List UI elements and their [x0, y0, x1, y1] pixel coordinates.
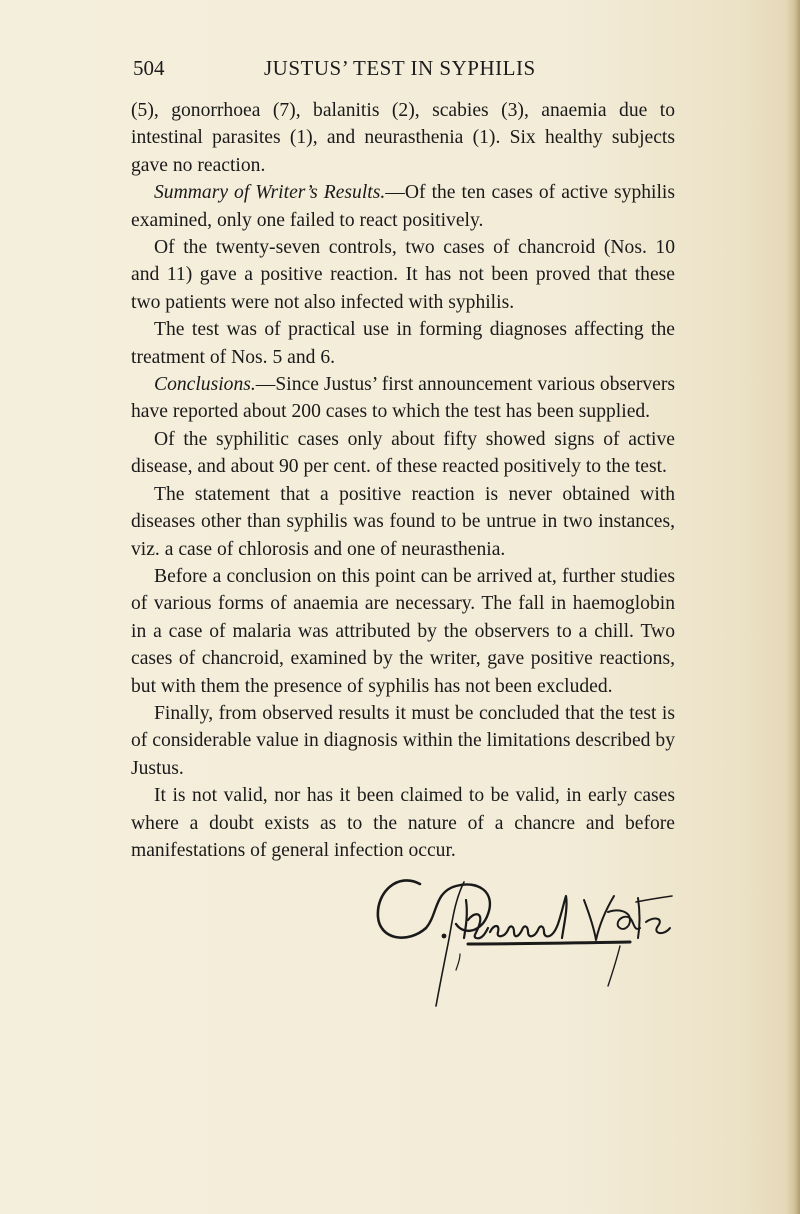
signature-drawing — [368, 862, 688, 1012]
section-heading-summary: Summary of Writer’s Results. — [154, 182, 386, 204]
paragraph: Finally, from observed results it must be concluded that the test is of considerable value in diagnosis within the limitations described by Justus. — [131, 702, 675, 779]
section-heading-conclusions: Conclusions. — [154, 374, 256, 396]
page-number: 504 — [133, 56, 165, 80]
paragraph: The statement that a positive reaction is never obtained with diseases other than syphilis was found to be untrue in two instances, viz. a case of chlorosis and one of neurasthenia. — [131, 483, 675, 560]
paragraph-conclusions — [131, 371, 675, 426]
handwritten-signature — [368, 862, 688, 1012]
paragraph: The test was of practical use in forming diagnoses affecting the treatment of Nos. 5 and 6. — [131, 319, 675, 368]
paragraph-text: —Since Justus’ first announcement various observers have reported about 200 cases to which the test has been supplied. — [131, 374, 675, 423]
paragraph-summary — [131, 179, 675, 234]
body-text — [131, 97, 675, 864]
paragraph: Of the twenty-seven controls, two cases of chancroid (Nos. 10 and 11) gave a positive reaction. It has not been proved that these two patients were not also infected with syphilis. — [131, 237, 675, 313]
running-head — [133, 56, 673, 86]
paragraph-text: —Of the ten cases of active syphilis examined, only one failed to react positively. — [131, 182, 675, 231]
paragraph: It is not valid, nor has it been claimed to be valid, in early cases where a doubt exists as to the nature of a chancre and before manifestations of general infection occur. — [131, 785, 675, 861]
page-edge-shadow — [786, 0, 800, 1214]
running-title: JUSTUS’ TEST IN SYPHILIS — [264, 56, 536, 80]
paragraph-continued: (5), gonorrhoea (7), balanitis (2), scabies (3), anaemia due to intestinal parasites (1), and neurasthenia (1). Six healthy subjects gave no reaction. — [131, 100, 675, 176]
paragraph: Before a conclusion on this point can be arrived at, further studies of various forms of anaemia are necessary. The fall in haemoglobin in a case of malaria was attributed by the observers to a chill. Two cases of chancroid, examined by the writer, gave positive reactions, but with them the presence of syphilis has not been excluded. — [131, 565, 675, 697]
paragraph: Of the syphilitic cases only about fifty showed signs of active disease, and about 90 per cent. of these reacted positively to the test. — [131, 428, 675, 478]
